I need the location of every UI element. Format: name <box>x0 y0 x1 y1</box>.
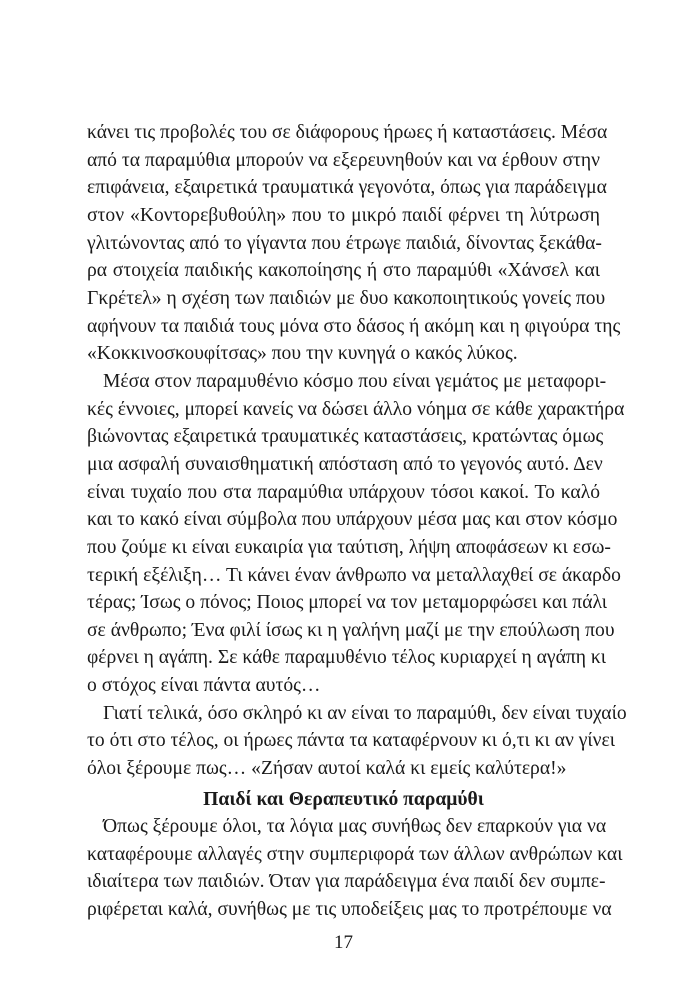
text-line: μια ασφαλή συναισθηματική απόσταση από το γεγονός αυτό. Δεν <box>87 453 603 475</box>
text-line: Μέσα στον παραμυθένιο κόσμο που είναι γεμάτος με μεταφορι- <box>103 370 607 392</box>
text-line: το ότι στο τέλος, οι ήρωες πάντα τα καταφέρνουν κι ό,τι κι αν γίνει <box>87 730 616 752</box>
text-line: επιφάνεια, εξαιρετικά τραυματικά γεγονότα, όπως για παράδειγμα <box>87 177 607 199</box>
text-line: «Κοκκινοσκουφίτσας» που την κυνηγά ο κακός λύκος. <box>87 343 518 365</box>
text-line: ρα στοιχεία παιδικής κακοποίησης ή στο παραμύθι «Χάνσελ και <box>87 260 600 282</box>
text-line: ιδιαίτερα των παιδιών. Όταν για παράδειγμα ένα παιδί δεν συμπε- <box>87 871 606 893</box>
text-line: σε άνθρωπο; Ένα φιλί ίσως κι η γαλήνη μαζί με την επούλωση που <box>87 619 615 641</box>
text-line: όλοι ξέρουμε πως… «Ζήσαν αυτοί καλά κι εμείς καλύτερα!» <box>87 758 567 780</box>
text-line: φέρνει η αγάπη. Σε κάθε παραμυθένιο τέλος κυριαρχεί η αγάπη κι <box>87 647 607 669</box>
text-line: από τα παραμύθια μπορούν να εξερευνηθούν και να έρθουν στην <box>87 149 600 171</box>
text-line: Γκρέτελ» η σχέση των παιδιών με δυο κακοποιητικούς γονείς που <box>87 287 606 309</box>
text-line: βιώνοντας εξαιρετικά τραυματικές καταστάσεις, κρατώντας όμως <box>87 426 604 448</box>
text-line: και το κακό είναι σύμβολα που υπάρχουν μέσα μας και στον κόσμο <box>87 509 618 531</box>
text-line: ριφέρεται καλά, συνήθως με τις υποδείξεις μας το προτρέπουμε να <box>87 898 612 920</box>
body-text <box>87 119 627 783</box>
text-line: καταφέρουμε αλλαγές στην συμπεριφορά των άλλων ανθρώπων και <box>87 843 623 865</box>
text-line: τερική εξέλιξη… Τι κάνει έναν άνθρωπο να μεταλλαχθεί σε άκαρδο <box>87 564 621 586</box>
page-number: 17 <box>334 932 353 953</box>
text-line: που ζούμε κι είναι ευκαιρία για ταύτιση, λήψη αποφάσεων κι εσω- <box>87 536 611 558</box>
text-line: Όπως ξέρουμε όλοι, τα λόγια μας συνήθως δεν επαρκούν για να <box>103 816 607 837</box>
section-text <box>87 813 623 924</box>
text-line: γλιτώνοντας από το γίγαντα που έτρωγε παιδιά, δίνοντας ξεκάθα- <box>87 232 602 254</box>
text-line: είναι τυχαίο που στα παραμύθια υπάρχουν τόσοι κακοί. Το καλό <box>87 481 600 503</box>
text-line: Γιατί τελικά, όσο σκληρό κι αν είναι το παραμύθι, δεν είναι τυχαίο <box>103 702 627 724</box>
section-heading: Παιδί και Θεραπευτικό παραμύθι <box>203 789 484 810</box>
text-line: τέρας; Ίσως ο πόνος; Ποιος μπορεί να τον μεταμορφώσει και πάλι <box>87 592 607 614</box>
text-line: κάνει τις προβολές του σε διάφορους ήρωες ή καταστάσεις. Μέσα <box>87 122 608 143</box>
text-line: στον «Κοντορεβυθούλη» που το μικρό παιδί φέρνει τη λύτρωση <box>87 204 600 226</box>
text-line: αφήνουν τα παιδιά τους μόνα στο δάσος ή ακόμη και η φιγούρα της <box>87 315 621 337</box>
text-line: κές έννοιες, μπορεί κανείς να δώσει άλλο νόημα σε κάθε χαρακτήρα <box>87 398 625 420</box>
text-line: ο στόχος είναι πάντα αυτός… <box>87 675 321 697</box>
